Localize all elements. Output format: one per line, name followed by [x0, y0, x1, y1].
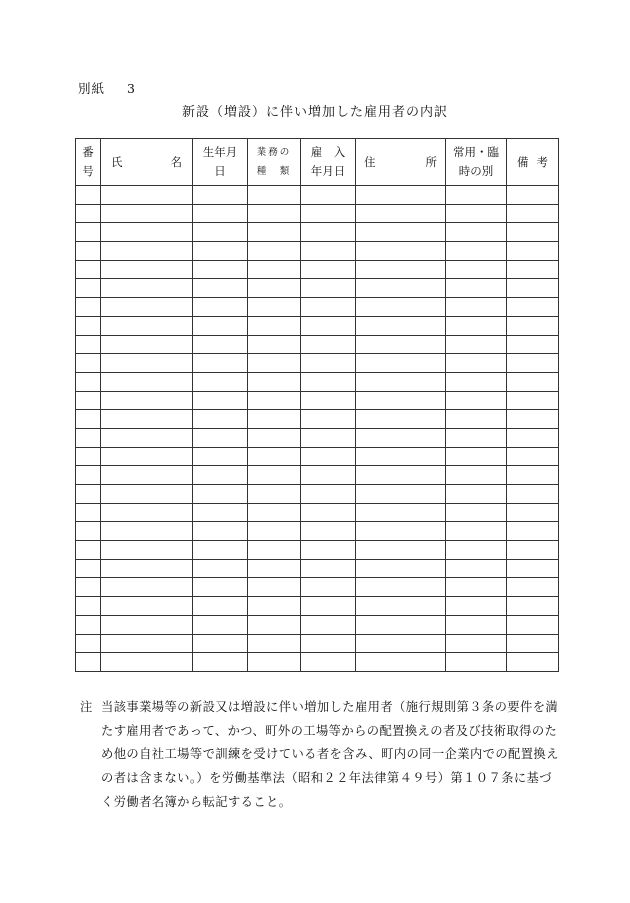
cell-employment-type[interactable]: [446, 298, 507, 317]
cell-job-type[interactable]: [248, 298, 301, 317]
cell-remarks[interactable]: [507, 615, 559, 634]
cell-address[interactable]: [356, 485, 446, 504]
header-name-part2: 名: [170, 154, 182, 169]
cell-address[interactable]: [356, 298, 446, 317]
employee-breakdown-table: [75, 138, 559, 672]
table-header-row: [76, 139, 559, 186]
cell-name[interactable]: [101, 279, 193, 298]
cell-hire-date[interactable]: [301, 298, 356, 317]
header-hire-line1: 雇 入: [310, 145, 346, 159]
table-row: [76, 372, 559, 391]
cell-remarks[interactable]: [507, 354, 559, 373]
cell-address[interactable]: [356, 242, 446, 261]
cell-hire-date[interactable]: [301, 503, 356, 522]
header-hire-line2: 年月日: [310, 164, 346, 178]
table-row: [76, 279, 559, 298]
cell-birthdate[interactable]: [193, 223, 248, 242]
cell-birthdate[interactable]: [193, 372, 248, 391]
cell-name[interactable]: [101, 485, 193, 504]
cell-birthdate[interactable]: [193, 503, 248, 522]
cell-hire-date[interactable]: [301, 466, 356, 485]
cell-job-type[interactable]: [248, 204, 301, 223]
table-row: [76, 223, 559, 242]
cell-employment-type[interactable]: [446, 653, 507, 672]
cell-address[interactable]: [356, 260, 446, 279]
cell-remarks[interactable]: [507, 541, 559, 560]
header-number-line2: 号: [82, 164, 94, 178]
header-remarks-part2: 考: [536, 154, 548, 169]
cell-employment-type[interactable]: [446, 466, 507, 485]
header-address-part2: 所: [425, 154, 437, 169]
cell-name[interactable]: [101, 372, 193, 391]
cell-remarks[interactable]: [507, 634, 559, 653]
cell-number[interactable]: [76, 428, 101, 447]
header-job-line2: 種 類: [256, 166, 292, 177]
header-number-line1: 番: [82, 145, 94, 159]
table-row: [76, 634, 559, 653]
header-address: [356, 139, 446, 186]
cell-remarks[interactable]: [507, 186, 559, 205]
cell-remarks[interactable]: [507, 447, 559, 466]
header-hire-date: [301, 139, 356, 186]
cell-name[interactable]: [101, 466, 193, 485]
table-row: [76, 503, 559, 522]
cell-birthdate[interactable]: [193, 316, 248, 335]
cell-name[interactable]: [101, 597, 193, 616]
cell-remarks[interactable]: [507, 485, 559, 504]
cell-employment-type[interactable]: [446, 447, 507, 466]
cell-number[interactable]: [76, 559, 101, 578]
table-row: [76, 428, 559, 447]
cell-employment-type[interactable]: [446, 391, 507, 410]
cell-employment-type[interactable]: [446, 597, 507, 616]
cell-hire-date[interactable]: [301, 335, 356, 354]
cell-number[interactable]: [76, 354, 101, 373]
cell-birthdate[interactable]: [193, 522, 248, 541]
cell-job-type[interactable]: [248, 653, 301, 672]
header-employment-type: [446, 139, 507, 186]
table-row: [76, 485, 559, 504]
cell-name[interactable]: [101, 410, 193, 429]
cell-birthdate[interactable]: [193, 428, 248, 447]
cell-hire-date[interactable]: [301, 447, 356, 466]
table-row: [76, 615, 559, 634]
table-row: [76, 541, 559, 560]
cell-address[interactable]: [356, 186, 446, 205]
cell-hire-date[interactable]: [301, 522, 356, 541]
cell-hire-date[interactable]: [301, 597, 356, 616]
cell-remarks[interactable]: [507, 372, 559, 391]
cell-hire-date[interactable]: [301, 541, 356, 560]
cell-number[interactable]: [76, 279, 101, 298]
header-name-part1: 氏: [111, 154, 123, 169]
header-job-type: [248, 139, 301, 186]
table-row: [76, 260, 559, 279]
cell-remarks[interactable]: [507, 503, 559, 522]
cell-employment-type[interactable]: [446, 615, 507, 634]
cell-name[interactable]: [101, 242, 193, 261]
cell-job-type[interactable]: [248, 428, 301, 447]
cell-name[interactable]: [101, 522, 193, 541]
table-row: [76, 522, 559, 541]
cell-name[interactable]: [101, 503, 193, 522]
cell-hire-date[interactable]: [301, 260, 356, 279]
cell-address[interactable]: [356, 522, 446, 541]
cell-hire-date[interactable]: [301, 372, 356, 391]
cell-address[interactable]: [356, 204, 446, 223]
cell-employment-type[interactable]: [446, 335, 507, 354]
cell-name[interactable]: [101, 447, 193, 466]
cell-number[interactable]: [76, 578, 101, 597]
header-name: [101, 139, 193, 186]
cell-name[interactable]: [101, 615, 193, 634]
cell-employment-type[interactable]: [446, 204, 507, 223]
cell-remarks[interactable]: [507, 597, 559, 616]
cell-job-type[interactable]: [248, 391, 301, 410]
cell-name[interactable]: [101, 428, 193, 447]
cell-remarks[interactable]: [507, 223, 559, 242]
cell-name[interactable]: [101, 653, 193, 672]
cell-employment-type[interactable]: [446, 578, 507, 597]
cell-name[interactable]: [101, 559, 193, 578]
table-body: [76, 186, 559, 672]
cell-birthdate[interactable]: [193, 466, 248, 485]
footnote-mark: 注: [80, 700, 93, 714]
annex-number: 3: [127, 81, 136, 96]
cell-job-type[interactable]: [248, 634, 301, 653]
cell-birthdate[interactable]: [193, 260, 248, 279]
cell-address[interactable]: [356, 503, 446, 522]
cell-address[interactable]: [356, 354, 446, 373]
cell-hire-date[interactable]: [301, 485, 356, 504]
cell-birthdate[interactable]: [193, 597, 248, 616]
cell-birthdate[interactable]: [193, 615, 248, 634]
cell-birthdate[interactable]: [193, 541, 248, 560]
cell-job-type[interactable]: [248, 335, 301, 354]
cell-hire-date[interactable]: [301, 653, 356, 672]
cell-name[interactable]: [101, 316, 193, 335]
cell-remarks[interactable]: [507, 204, 559, 223]
cell-number[interactable]: [76, 634, 101, 653]
cell-hire-date[interactable]: [301, 410, 356, 429]
cell-job-type[interactable]: [248, 279, 301, 298]
cell-employment-type[interactable]: [446, 503, 507, 522]
cell-job-type[interactable]: [248, 260, 301, 279]
header-type-line1: 常用・臨: [453, 145, 499, 159]
cell-remarks[interactable]: [507, 242, 559, 261]
cell-address[interactable]: [356, 223, 446, 242]
cell-birthdate[interactable]: [193, 204, 248, 223]
cell-address[interactable]: [356, 428, 446, 447]
cell-hire-date[interactable]: [301, 559, 356, 578]
table-row: [76, 447, 559, 466]
table-row: [76, 410, 559, 429]
cell-name[interactable]: [101, 186, 193, 205]
cell-hire-date[interactable]: [301, 242, 356, 261]
footnote: [80, 696, 562, 815]
header-remarks: [507, 139, 559, 186]
cell-number[interactable]: [76, 186, 101, 205]
cell-address[interactable]: [356, 316, 446, 335]
cell-name[interactable]: [101, 298, 193, 317]
cell-number[interactable]: [76, 242, 101, 261]
cell-employment-type[interactable]: [446, 428, 507, 447]
cell-hire-date[interactable]: [301, 204, 356, 223]
cell-job-type[interactable]: [248, 522, 301, 541]
cell-address[interactable]: [356, 372, 446, 391]
cell-number[interactable]: [76, 615, 101, 634]
cell-employment-type[interactable]: [446, 279, 507, 298]
cell-job-type[interactable]: [248, 541, 301, 560]
cell-remarks[interactable]: [507, 428, 559, 447]
cell-remarks[interactable]: [507, 391, 559, 410]
footnote-text: 当該事業場等の新設又は増設に伴い増加した雇用者（施行規則第３条の要件を満たす雇用者であって、かつ、町外の工場等からの配置換えの者及び技術取得のため他の自社工場等で訓練を受けている者を含み、町内の同一企業内での配置換えの者は含まない。）を労働基準法（昭和２２年法律第４９号）第１０７条に基づく労働者名簿から転記すること。: [101, 700, 559, 809]
cell-birthdate[interactable]: [193, 447, 248, 466]
cell-name[interactable]: [101, 260, 193, 279]
header-remarks-part1: 備: [517, 154, 529, 169]
cell-number[interactable]: [76, 466, 101, 485]
cell-employment-type[interactable]: [446, 223, 507, 242]
cell-birthdate[interactable]: [193, 298, 248, 317]
cell-name[interactable]: [101, 223, 193, 242]
cell-job-type[interactable]: [248, 186, 301, 205]
cell-address[interactable]: [356, 391, 446, 410]
cell-number[interactable]: [76, 335, 101, 354]
cell-address[interactable]: [356, 466, 446, 485]
cell-employment-type[interactable]: [446, 186, 507, 205]
cell-number[interactable]: [76, 223, 101, 242]
cell-name[interactable]: [101, 578, 193, 597]
cell-name[interactable]: [101, 634, 193, 653]
cell-hire-date[interactable]: [301, 316, 356, 335]
cell-name[interactable]: [101, 204, 193, 223]
header-birth-line2: 日: [214, 164, 226, 178]
annex-label-text: 別紙: [78, 81, 106, 96]
cell-employment-type[interactable]: [446, 541, 507, 560]
table-row: [76, 391, 559, 410]
cell-address[interactable]: [356, 615, 446, 634]
cell-job-type[interactable]: [248, 316, 301, 335]
cell-job-type[interactable]: [248, 223, 301, 242]
cell-birthdate[interactable]: [193, 354, 248, 373]
cell-number[interactable]: [76, 391, 101, 410]
cell-address[interactable]: [356, 653, 446, 672]
cell-birthdate[interactable]: [193, 391, 248, 410]
table-row: [76, 354, 559, 373]
cell-birthdate[interactable]: [193, 653, 248, 672]
cell-hire-date[interactable]: [301, 186, 356, 205]
cell-employment-type[interactable]: [446, 354, 507, 373]
cell-employment-type[interactable]: [446, 485, 507, 504]
header-birth-line1: 生年月: [202, 145, 238, 159]
header-type-line2: 時の別: [458, 164, 494, 178]
cell-job-type[interactable]: [248, 372, 301, 391]
cell-job-type[interactable]: [248, 242, 301, 261]
cell-birthdate[interactable]: [193, 578, 248, 597]
cell-remarks[interactable]: [507, 410, 559, 429]
cell-remarks[interactable]: [507, 260, 559, 279]
annex-label: [78, 79, 136, 97]
table-row: [76, 204, 559, 223]
cell-job-type[interactable]: [248, 410, 301, 429]
table-row: [76, 466, 559, 485]
cell-number[interactable]: [76, 503, 101, 522]
cell-number[interactable]: [76, 522, 101, 541]
cell-hire-date[interactable]: [301, 391, 356, 410]
cell-employment-type[interactable]: [446, 260, 507, 279]
table-row: [76, 242, 559, 261]
cell-address[interactable]: [356, 559, 446, 578]
cell-job-type[interactable]: [248, 503, 301, 522]
cell-job-type[interactable]: [248, 559, 301, 578]
cell-name[interactable]: [101, 354, 193, 373]
cell-hire-date[interactable]: [301, 578, 356, 597]
cell-name[interactable]: [101, 335, 193, 354]
cell-birthdate[interactable]: [193, 335, 248, 354]
cell-address[interactable]: [356, 541, 446, 560]
table-row: [76, 597, 559, 616]
header-address-part1: 住: [364, 154, 376, 169]
cell-number[interactable]: [76, 485, 101, 504]
cell-remarks[interactable]: [507, 279, 559, 298]
header-birthdate: [193, 139, 248, 186]
cell-address[interactable]: [356, 447, 446, 466]
cell-birthdate[interactable]: [193, 279, 248, 298]
cell-number[interactable]: [76, 260, 101, 279]
table-row: [76, 335, 559, 354]
table-row: [76, 186, 559, 205]
cell-number[interactable]: [76, 447, 101, 466]
cell-employment-type[interactable]: [446, 634, 507, 653]
cell-number[interactable]: [76, 204, 101, 223]
page-title: 新設（増設）に伴い増加した雇用者の内訳: [181, 105, 448, 120]
cell-job-type[interactable]: [248, 485, 301, 504]
cell-address[interactable]: [356, 634, 446, 653]
cell-employment-type[interactable]: [446, 559, 507, 578]
cell-number[interactable]: [76, 597, 101, 616]
cell-remarks[interactable]: [507, 466, 559, 485]
cell-employment-type[interactable]: [446, 522, 507, 541]
cell-remarks[interactable]: [507, 316, 559, 335]
cell-hire-date[interactable]: [301, 354, 356, 373]
cell-hire-date[interactable]: [301, 428, 356, 447]
cell-number[interactable]: [76, 653, 101, 672]
cell-hire-date[interactable]: [301, 279, 356, 298]
header-number: [76, 139, 101, 186]
table-row: [76, 578, 559, 597]
cell-address[interactable]: [356, 597, 446, 616]
header-job-line1: 業務の: [256, 147, 292, 158]
cell-remarks[interactable]: [507, 298, 559, 317]
cell-employment-type[interactable]: [446, 242, 507, 261]
cell-employment-type[interactable]: [446, 372, 507, 391]
cell-name[interactable]: [101, 391, 193, 410]
cell-birthdate[interactable]: [193, 242, 248, 261]
table-row: [76, 653, 559, 672]
cell-number[interactable]: [76, 316, 101, 335]
cell-hire-date[interactable]: [301, 223, 356, 242]
cell-number[interactable]: [76, 372, 101, 391]
cell-hire-date[interactable]: [301, 615, 356, 634]
cell-remarks[interactable]: [507, 522, 559, 541]
cell-employment-type[interactable]: [446, 410, 507, 429]
cell-remarks[interactable]: [507, 653, 559, 672]
cell-number[interactable]: [76, 541, 101, 560]
cell-job-type[interactable]: [248, 597, 301, 616]
cell-birthdate[interactable]: [193, 410, 248, 429]
cell-remarks[interactable]: [507, 578, 559, 597]
cell-job-type[interactable]: [248, 466, 301, 485]
cell-birthdate[interactable]: [193, 485, 248, 504]
table-row: [76, 298, 559, 317]
cell-number[interactable]: [76, 410, 101, 429]
cell-number[interactable]: [76, 298, 101, 317]
cell-hire-date[interactable]: [301, 634, 356, 653]
cell-address[interactable]: [356, 279, 446, 298]
cell-name[interactable]: [101, 541, 193, 560]
table-row: [76, 316, 559, 335]
cell-remarks[interactable]: [507, 559, 559, 578]
cell-birthdate[interactable]: [193, 634, 248, 653]
cell-job-type[interactable]: [248, 615, 301, 634]
cell-birthdate[interactable]: [193, 186, 248, 205]
cell-remarks[interactable]: [507, 335, 559, 354]
cell-address[interactable]: [356, 335, 446, 354]
cell-job-type[interactable]: [248, 578, 301, 597]
table-row: [76, 559, 559, 578]
cell-employment-type[interactable]: [446, 316, 507, 335]
cell-address[interactable]: [356, 578, 446, 597]
cell-birthdate[interactable]: [193, 559, 248, 578]
cell-job-type[interactable]: [248, 354, 301, 373]
cell-address[interactable]: [356, 410, 446, 429]
cell-job-type[interactable]: [248, 447, 301, 466]
